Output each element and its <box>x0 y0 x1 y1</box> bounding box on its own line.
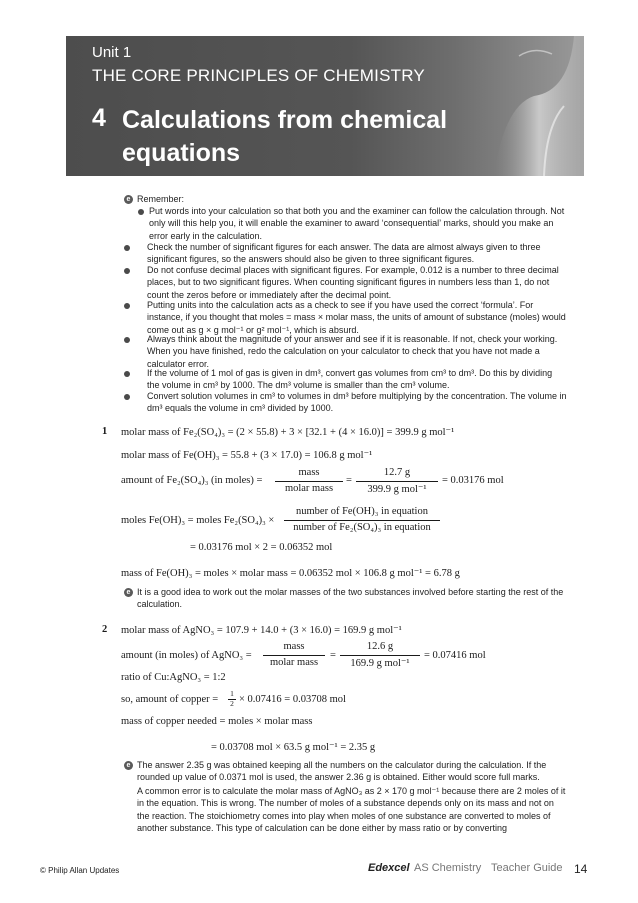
bullet-icon <box>124 268 130 274</box>
q2-line-2-result: = 0.07416 mol <box>424 650 486 661</box>
question-1-number: 1 <box>102 426 108 437</box>
footer-brand: Edexcel <box>368 862 410 874</box>
copyright: © Philip Allan Updates <box>40 866 120 875</box>
q2-frac2-denominator: 169.9 g mol⁻¹ <box>350 658 410 669</box>
q1-frac2-denominator: 399.9 g mol⁻¹ <box>367 484 427 495</box>
q1-line-6: mass of Fe(OH)₃ = moles × molar mass = 0.06352 mol × 106.8 g mol⁻¹ = 6.78 g <box>121 568 460 579</box>
exam-tip-icon: e <box>124 761 133 770</box>
q1-frac2-numerator: 12.7 g <box>383 467 411 478</box>
q1-line-3-label: amount of Fe₂(SO₄)₃ (in moles) = <box>121 475 263 486</box>
q1-frac1-numerator: mass <box>298 467 320 478</box>
bullet-icon <box>124 371 130 377</box>
course-title: THE CORE PRINCIPLES OF CHEMISTRY <box>92 66 425 85</box>
q2-frac1-denominator: molar mass <box>269 657 319 668</box>
question-2-number: 2 <box>102 624 108 635</box>
footer-guide: Teacher Guide <box>491 862 563 874</box>
q1-note: It is a good idea to work out the molar masses of the two substances involved before starting the rest of the calculation. <box>137 587 564 610</box>
fraction-bar <box>356 481 438 482</box>
q2-line-1: molar mass of AgNO₃ = 107.9 + 14.0 + (3 × 16.0) = 169.9 g mol⁻¹ <box>121 625 402 636</box>
fraction-bar <box>263 655 325 656</box>
q1-ratio-denominator: number of Fe₂(SO₄)₃ in equation <box>293 522 431 533</box>
remember-bullet-1: Put words into your calculation so that both you and the examiner can follow the calculation through. Not only will this help you, it will enable the examiner to award ‘consequential’ marks, should you make an error early in the calculation. <box>149 206 565 241</box>
bullet-icon <box>124 303 130 309</box>
remember-bullet-5: Always think about the magnitude of your answer and see if it is reasonable. If not, check your working. When you have finished, redo the calculation on your calculator to check that you have not made a calculator error. <box>147 334 558 369</box>
bullet-icon <box>124 337 130 343</box>
bullet-icon <box>124 245 130 251</box>
footer-subject: AS Chemistry <box>414 862 482 874</box>
q1-line-2: molar mass of Fe(OH)₃ = 55.8 + (3 × 17.0) = 106.8 g mol⁻¹ <box>121 450 373 461</box>
fraction-bar <box>340 655 420 656</box>
remember-bullet-2: Check the number of significant figures for each answer. The data are almost always given to three significant figures, so the answers should also be given to three significant figures. <box>147 242 541 265</box>
q2-line-3: ratio of Cu:AgNO₃ = 1:2 <box>121 672 226 683</box>
chapter-title: Calculations from chemical equations <box>122 106 448 167</box>
q2-line-6: = 0.03708 mol × 63.5 g mol⁻¹ = 2.35 g <box>211 742 376 753</box>
q2-note-1: The answer 2.35 g was obtained keeping all the numbers on the calculator during the calculation. If the rounded up value of 0.0371 mol is used, the answer 2.36 g is obtained. Either would score full marks. <box>137 760 547 783</box>
q1-line-3-result: = 0.03176 mol <box>442 475 504 486</box>
fraction-bar <box>275 481 343 482</box>
remember-bullet-3: Do not confuse decimal places with significant figures. For example, 0.012 is a number to three decimal places, but to two significant figures. When counting significant figures in numbers less than 1, do not count the zeros before or immediately after the decimal point. <box>147 265 559 300</box>
q2-line-4-post: × 0.07416 = 0.03708 mol <box>239 694 346 705</box>
remember-title: Remember: <box>137 194 185 204</box>
q2-line-4-pre: so, amount of copper = <box>121 694 219 705</box>
q1-line-4-label: moles Fe(OH)₃ = moles Fe₂(SO₄)₃ × <box>121 515 275 526</box>
q1-line-5: = 0.03176 mol × 2 = 0.06352 mol <box>190 542 333 553</box>
q1-line-1: molar mass of Fe₂(SO₄)₃ = (2 × 55.8) + 3 × [32.1 + (4 × 16.0)] = 399.9 g mol⁻¹ <box>121 427 455 438</box>
exam-tip-icon: e <box>124 588 133 597</box>
q2-equals: = <box>330 650 336 661</box>
q2-half-denominator: 2 <box>230 699 234 708</box>
bullet-icon <box>124 394 130 400</box>
page-number: 14 <box>574 862 588 876</box>
unit-label: Unit 1 <box>92 44 132 61</box>
glassware-image <box>474 36 584 176</box>
q2-note-2: A common error is to calculate the molar mass of AgNO₃ as 2 × 170 g mol⁻¹ because there are 2 moles of it in the equation. This is wrong. The number of moles of a substance depends only on its mass and not on the reaction. The stoichiometry comes into play when moles of one substance are converted to moles of another substance. This type of calculation can be done either by mass ratio or by converting <box>137 786 566 834</box>
remember-bullet-6: If the volume of 1 mol of gas is given in dm³, convert gas volumes from cm³ to dm³. Do this by dividing the volume in cm³ by 1000. The dm³ volume is smaller than the cm³ volume. <box>147 368 553 391</box>
q2-line-2-label: amount (in moles) of AgNO₃ = <box>121 650 252 661</box>
remember-bullet-7: Convert solution volumes in cm³ to volumes in dm³ before multiplying by the concentration. The volume in dm³ equals the volume in cm³ divided by 1000. <box>147 391 567 414</box>
fraction-bar <box>284 520 440 521</box>
exam-tip-icon: e <box>124 195 133 204</box>
bullet-icon <box>138 209 144 215</box>
q1-ratio-numerator: number of Fe(OH)₃ in equation <box>296 506 428 517</box>
q2-half-numerator: 1 <box>230 689 234 698</box>
q2-frac1-numerator: mass <box>283 641 305 652</box>
q1-equals: = <box>346 475 352 486</box>
chapter-number: 4 <box>92 104 106 132</box>
q2-frac2-numerator: 12.6 g <box>366 641 394 652</box>
q1-frac1-denominator: molar mass <box>284 483 334 494</box>
q2-line-5: mass of copper needed = moles × molar mass <box>121 716 313 727</box>
remember-bullet-4: Putting units into the calculation acts as a check to see if you have used the correct ‘formula’. For instance, if you thought that moles = mass × molar mass, the units of amount of substance (moles) would come out as g × g mol⁻¹ or g² mol⁻¹, which is absurd. <box>147 300 566 335</box>
